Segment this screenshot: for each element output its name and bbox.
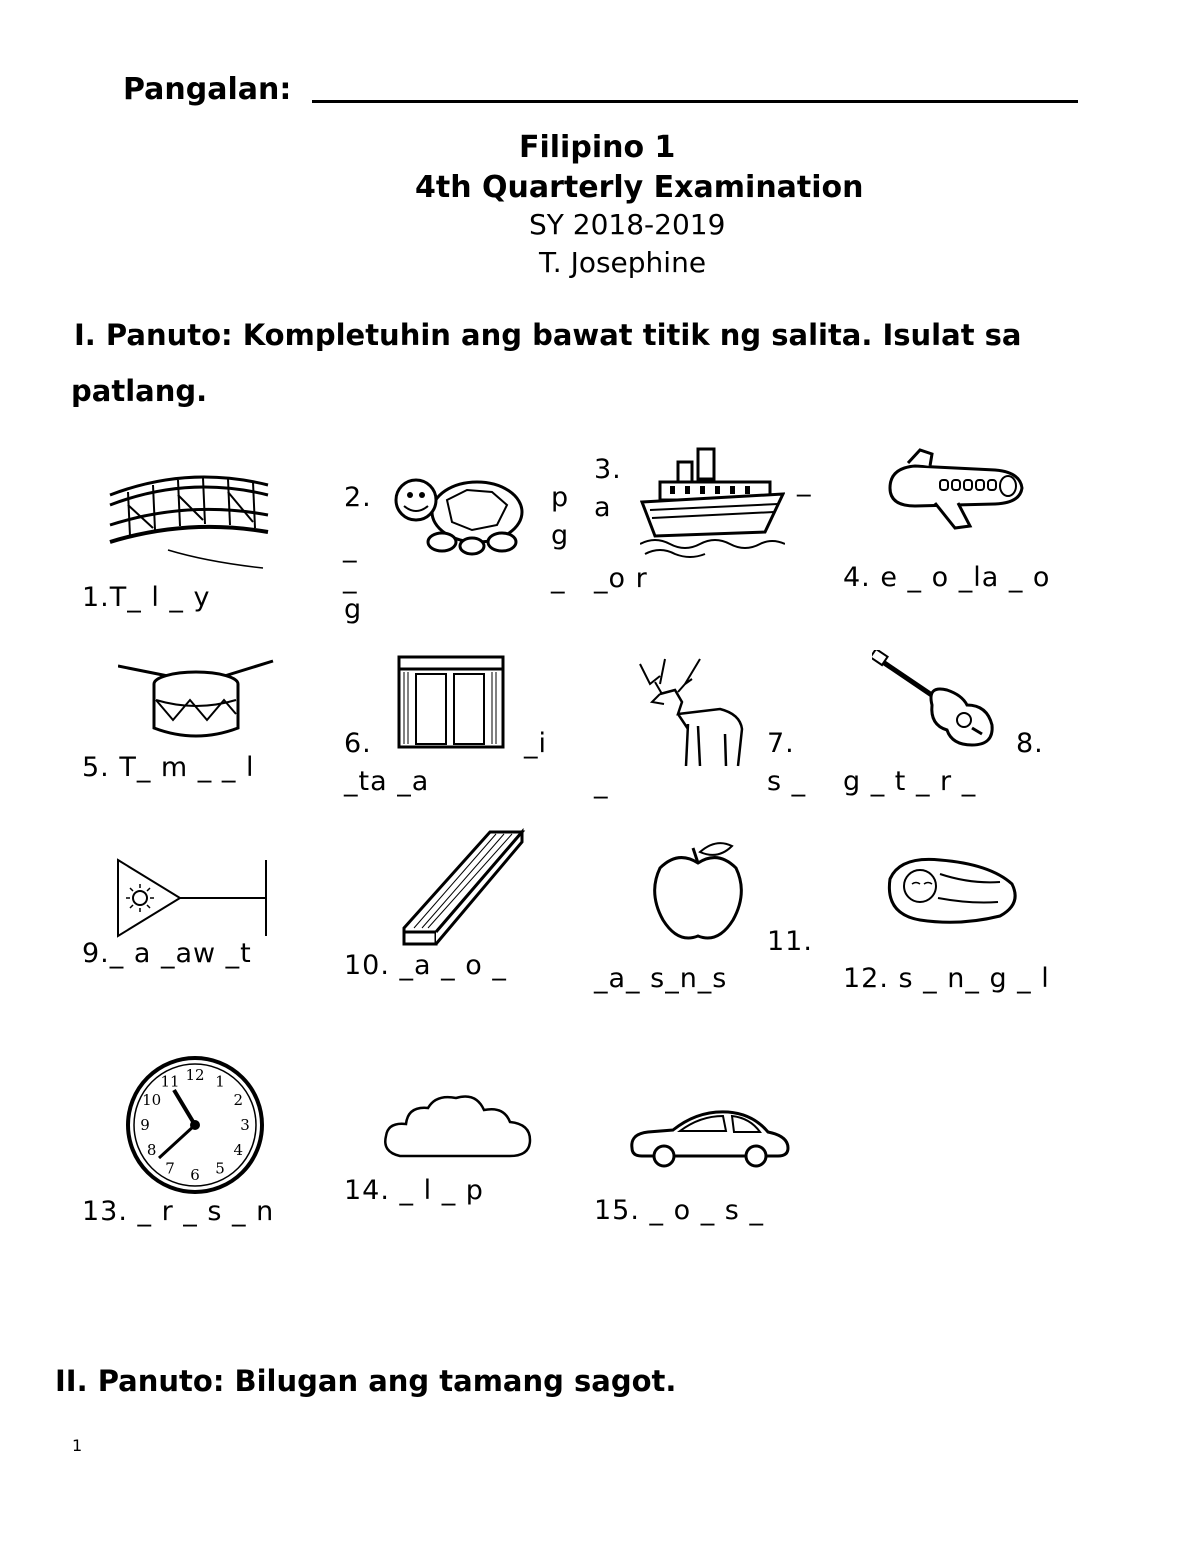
clock-icon [124,1054,266,1196]
philippine-flag-icon [116,858,270,938]
item-11-label: _a_ s_n_s [594,963,728,994]
section-2-instruction [55,1364,676,1398]
clock-number: 12 [185,1066,205,1084]
item-3-blank: _ [797,466,812,497]
item-2-letter-p: p [551,482,570,513]
item-2-blank-b: _ [343,563,358,594]
clock-number: 9 [140,1116,150,1134]
item-2-letter-g: g [344,594,363,625]
clock-number: 10 [142,1091,162,1109]
turtle-icon [392,470,537,556]
clock-number: 5 [215,1159,225,1178]
teacher-name: T. Josephine [539,246,707,279]
item-7-number: 7. [767,728,795,759]
section-2-instruction-text: II. Panuto: Bilugan ang tamang sagot. [55,1364,677,1398]
section-1-instruction-text: I. Panuto: Kompletuhin ang bawat titik ng salita. Isulat sa [74,318,1022,352]
item-9-label: 9._ a _aw _t [82,938,252,969]
item-3-letter-a: a [594,492,612,523]
clock-number: 2 [233,1091,244,1109]
item-2-blank-c: _ [551,563,566,594]
clock-number: 7 [165,1159,175,1178]
cloud-icon [380,1090,534,1166]
guitar-icon [872,650,1002,750]
airplane-icon [880,448,1028,533]
item-15-label: 15. _ o _ s _ [594,1195,764,1226]
section-1-instruction-cont: patlang. [71,374,208,408]
name-blank-line[interactable] [312,100,1078,103]
item-12-label: 12. s _ n_ g _ l [843,963,1050,994]
item-11-number: 11. [767,926,813,957]
bridge-icon [108,470,270,575]
wooden-plank-icon [400,828,526,948]
exam-title: 4th Quarterly Examination [415,170,864,205]
item-8-label: g _ t _ r _ [843,766,977,797]
clock-number: 1 [215,1072,225,1091]
item-2-number: 2. [344,482,372,513]
clock-number: 3 [240,1116,250,1134]
baby-blanket-icon [880,854,1022,926]
item-8-number: 8. [1016,728,1044,759]
item-7-blank: _ [594,768,609,799]
item-5-label: 5. T_ m _ _ l [82,752,255,783]
clock-number: 8 [146,1141,157,1159]
item-3-label: _o r [594,563,648,594]
item-7-label: s _ [767,766,807,797]
subject-title: Filipino 1 [519,130,676,165]
apple-icon [648,838,748,946]
page-number: 1 [72,1436,83,1455]
reindeer-icon [630,654,748,772]
item-6-blank-i: _i [524,728,548,759]
clock-number: 11 [160,1072,180,1091]
item-1-label: 1.T_ l _ y [82,582,211,613]
item-10-label: 10. _a _ o _ [344,950,507,981]
item-6-number: 6. [344,728,372,759]
item-14-label: 14. _ l _ p [344,1175,484,1206]
clock-number: 4 [233,1141,244,1159]
window-icon [396,654,506,750]
drum-icon [118,656,276,742]
item-2-blank-a: _ [343,532,358,563]
item-3-number: 3. [594,454,622,485]
name-label: Pangalan: [123,72,292,107]
car-icon [628,1104,792,1168]
section-1-instruction [74,318,1021,352]
ship-icon [640,444,785,559]
clock-number: 6 [190,1166,200,1184]
item-13-label: 13. _ r _ s _ n [82,1196,275,1227]
item-2-letter-g2: g [551,520,570,551]
school-year: SY 2018-2019 [529,208,726,241]
item-4-label: 4. e _ o _la _ o [843,562,1051,593]
item-6-label: _ta _a [344,766,430,797]
